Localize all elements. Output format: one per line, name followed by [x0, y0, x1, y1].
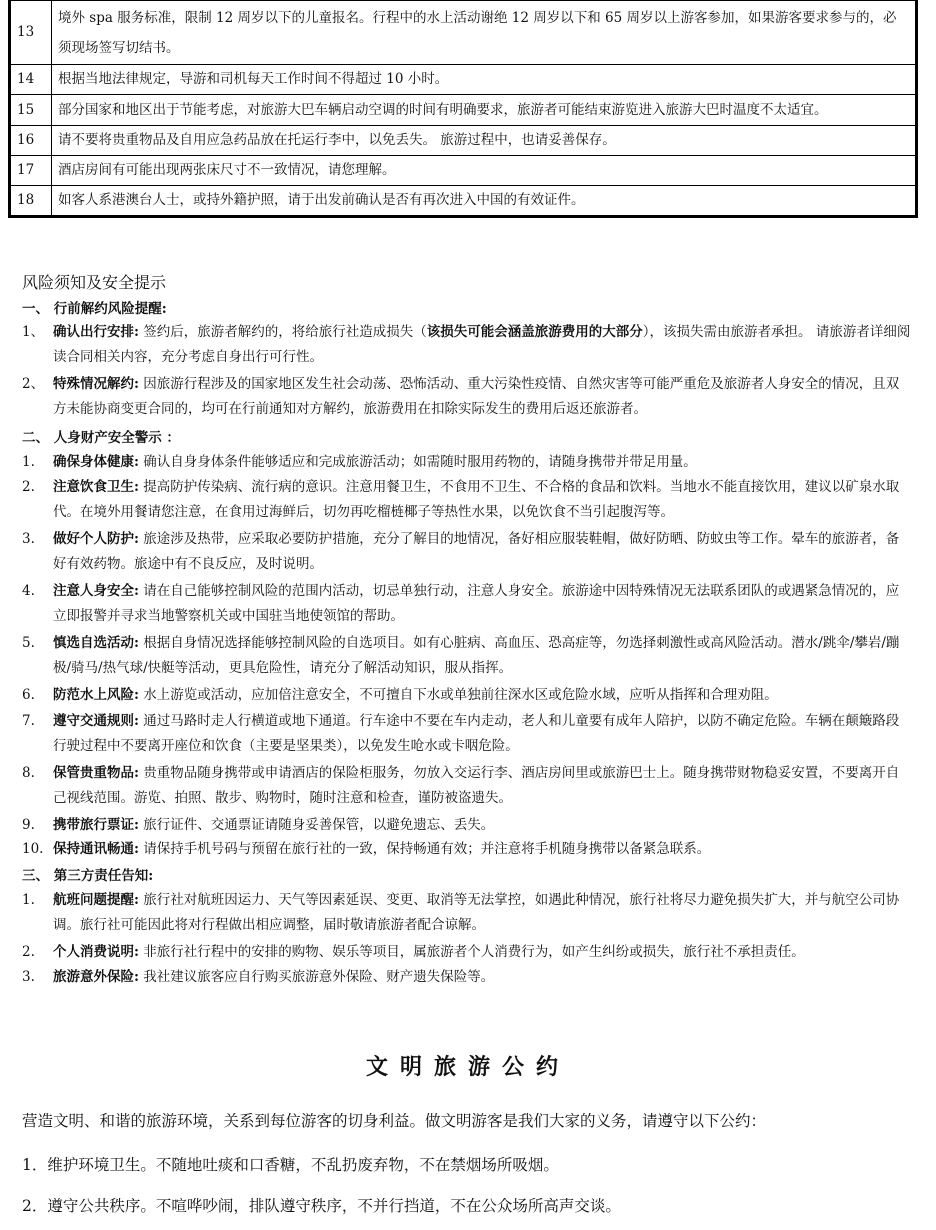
row-text: 根据当地法律规定，导游和司机每天工作时间不得超过 10 小时。: [52, 65, 917, 95]
item-number: 9.: [22, 817, 35, 833]
item-label: 确保身体健康:: [53, 454, 139, 470]
row-text: 酒店房间有可能出现两张床尺寸不一致情况，请您理解。: [52, 156, 917, 186]
list-item: [22, 709, 912, 759]
row-text: 境外 spa 服务标准，限制 12 周岁以下的儿童报名。行程中的水上活动谢绝 12 周岁以下和 65 周岁以上游客参加，如果游客要求参与的，必须现场签写切结书。: [52, 1, 917, 65]
row-text: 如客人系港澳台人士，或持外籍护照，请于出发前确认是否有再次进入中国的有效证件。: [52, 186, 917, 217]
item-number: 4.: [22, 583, 35, 599]
item-label: 做好个人防护:: [53, 531, 139, 547]
item-number: 2.: [22, 479, 35, 495]
item-number: 7.: [22, 713, 35, 729]
item-label: 注意饮食卫生:: [53, 479, 139, 495]
notes-table: [8, 0, 918, 218]
list-item: [22, 965, 912, 990]
item-text: 我社建议旅客应自行购买旅游意外保险、财产遗失保险等。: [138, 969, 495, 985]
list-item: [22, 683, 912, 708]
list-item: [22, 475, 912, 525]
table-row: [10, 65, 917, 95]
item-text: 提高防护传染病、流行病的意识。注意用餐卫生，不食用不卫生、不合格的食品和饮料。当地水不能直接饮用，建议以矿泉水取代。在境外用餐请您注意，在食用过海鲜后，切勿再吃榴梿椰子等热性水果，以免饮食不当引起腹泻等。: [53, 479, 900, 520]
item-label: 旅游意外保险:: [53, 969, 139, 985]
item-label: 航班问题提醒:: [53, 892, 139, 908]
item-number: 5.: [22, 635, 35, 651]
item-number: 1.: [22, 454, 35, 470]
table-row: [10, 95, 917, 126]
row-text: 请不要将贵重物品及自用应急药品放在托运行李中，以免丢失。 旅游过程中，也请妥善保存。: [52, 126, 917, 156]
item-text: 贵重物品随身携带或申请酒店的保险柜服务，勿放入交运行李、酒店房间里或旅游巴士上。随身携带财物稳妥安置，不要离开自己视线范围。游览、拍照、散步、购物时，随时注意和检查，谨防被盗遗失。: [53, 765, 900, 806]
item-text: 旅行证件、交通票证请随身妥善保管，以避免遗忘、丢失。: [138, 817, 495, 833]
item-text: 通过马路时走人行横道或地下通道。行车途中不要在车内走动，老人和儿童要有成年人陪护，以防不确定危险。车辆在颠簸路段行驶过程中不要离开座位和饮食（主要是坚果类），以免发生呛水或卡咽危险。: [53, 713, 900, 754]
list-item: [22, 888, 912, 938]
row-number: 17: [10, 156, 52, 186]
subsection-heading: 一、 行前解约风险提醒:: [22, 301, 167, 317]
list-item: [22, 761, 912, 811]
item-label: 注意人身安全:: [53, 583, 139, 599]
item-number: 3.: [22, 531, 35, 547]
item-label: 保持通讯畅通:: [53, 841, 139, 857]
table-row: [10, 126, 917, 156]
item-label: 特殊情况解约:: [53, 376, 139, 392]
item-number: 3.: [22, 969, 35, 985]
item-number: 6.: [22, 687, 35, 703]
list-item: [22, 372, 912, 422]
item-text: 旅行社对航班因运力、天气等因素延误、变更、取消等无法掌控，如遇此种情况，旅行社将尽力避免损失扩大，并与航空公司协调。旅行社可能因此将对行程做出相应调整，届时敬请旅游者配合谅解。: [53, 892, 900, 933]
list-item: [22, 320, 912, 370]
item-text: 签约后，旅游者解约的，将给旅行社造成损失（: [138, 324, 427, 340]
item-label: 确认出行安排:: [53, 324, 139, 340]
item-number: 1.: [22, 892, 35, 908]
convention-item: 1．维护环境卫生。不随地吐痰和口香糖，不乱扔废弃物，不在禁烟场所吸烟。: [22, 1156, 559, 1174]
item-label: 防范水上风险:: [53, 687, 139, 703]
list-item: [22, 450, 912, 475]
row-number: 18: [10, 186, 52, 217]
subsection-heading: 三、 第三方责任告知:: [22, 868, 154, 884]
item-number: 8.: [22, 765, 35, 781]
convention-title: 文明旅游公约: [365, 1054, 570, 1080]
row-number: 16: [10, 126, 52, 156]
item-text: 非旅行社行程中的安排的购物、娱乐等项目，属旅游者个人消费行为，如产生纠纷或损失，旅行社不承担责任。: [138, 944, 805, 960]
convention-item: 2．遵守公共秩序。不喧哗吵闹，排队遵守秩序，不并行挡道，不在公众场所高声交谈。: [22, 1197, 621, 1215]
item-number: 10.: [22, 841, 44, 857]
item-number: 2、: [22, 376, 45, 392]
row-number: 13: [10, 1, 52, 65]
list-item: [22, 813, 912, 838]
item-text: 水上游览或活动，应加倍注意安全，不可擅自下水或单独前往深水区或危险水域，应听从指挥和合理劝阻。: [138, 687, 778, 703]
item-text: ），该损失需由旅游者承担。 请旅游者详细阅读合同相关内容，充分考虑自身出行可行性。: [53, 324, 911, 365]
row-text: 部分国家和地区出于节能考虑，对旅游大巴车辆启动空调的时间有明确要求，旅游者可能结束游览进入旅游大巴时温度不太适宜。: [52, 95, 917, 126]
convention-intro: 营造文明、和谐的旅游环境，关系到每位游客的切身利益。做文明游客是我们大家的义务，请遵守以下公约：: [22, 1112, 767, 1130]
subsection-heading: 二、 人身财产安全警示 ：: [22, 430, 180, 446]
list-item: [22, 579, 912, 629]
item-label: 保管贵重物品:: [53, 765, 139, 781]
item-label: 遵守交通规则:: [53, 713, 139, 729]
row-number: 14: [10, 65, 52, 95]
table-row: [10, 186, 917, 217]
item-text: 旅途涉及热带，应采取必要防护措施，充分了解目的地情况，备好相应服装鞋帽，做好防晒、防蚊虫等工作。晕车的旅游者，备好有效药物。旅途中有不良反应，及时说明。: [53, 531, 900, 572]
table-row: [10, 156, 917, 186]
item-text: 根据自身情况选择能够控制风险的自选项目。如有心脏病、高血压、恐高症等，勿选择刺激性或高风险活动。潜水/跳伞/攀岩/蹦极/骑马/热气球/快艇等活动，更具危险性，请充分了解活动知识，服从指挥。: [53, 635, 900, 676]
item-label: 慎选自选活动:: [53, 635, 139, 651]
list-item: [22, 837, 912, 862]
list-item: [22, 631, 912, 681]
list-item: [22, 940, 912, 965]
item-text: 请在自己能够控制风险的范围内活动，切忌单独行动，注意人身安全。旅游途中因特殊情况无法联系团队的或遇紧急情况的，应立即报警并寻求当地警察机关或中国驻当地使领馆的帮助。: [53, 583, 900, 624]
item-text: 因旅游行程涉及的国家地区发生社会动荡、恐怖活动、重大污染性疫情、自然灾害等可能严重危及旅游者人身安全的情况，且双方未能协商变更合同的，均可在行前通知对方解约，旅游费用在扣除实际发生的费用后返还旅游者。: [53, 376, 900, 417]
section-title: 风险须知及安全提示: [22, 273, 167, 292]
item-label: 携带旅行票证:: [53, 817, 139, 833]
item-text: 确认自身身体条件能够适应和完成旅游活动；如需随时服用药物的，请随身携带并带足用量。: [138, 454, 697, 470]
table-row: [10, 1, 917, 65]
item-number: 2.: [22, 944, 35, 960]
item-number: 1、: [22, 324, 45, 340]
row-number: 15: [10, 95, 52, 126]
item-emphasis: 该损失可能会涵盖旅游费用的大部分: [426, 324, 643, 340]
item-label: 个人消费说明:: [53, 944, 139, 960]
notes-table-wrap: [8, 0, 922, 222]
item-text: 请保持手机号码与预留在旅行社的一致，保持畅通有效；并注意将手机随身携带以备紧急联系。: [138, 841, 711, 857]
list-item: [22, 527, 912, 577]
